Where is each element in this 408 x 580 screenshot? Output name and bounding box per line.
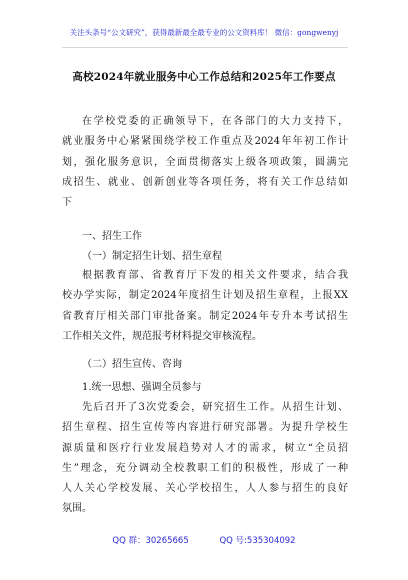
text-line: 生”理念，充分调动全校教职工们的积极性，形成了一种 bbox=[62, 462, 348, 474]
text-line: 就业服务中心紧紧围绕学校工作重点及2024年年初工作计 bbox=[62, 136, 348, 148]
header-banner: 关注头条号“公文研究”，获得最新最全最专业的公文资料库！ 微信：gongwenyj bbox=[69, 28, 339, 37]
document-title: 高校2024年就业服务中心工作总结和2025年工作要点 bbox=[72, 71, 336, 83]
text-line: 在学校党委的正确领导下，在各部门的大力支持下， bbox=[82, 116, 348, 127]
text-line: 省教育厅相关部门审批备案。制定2024年专升本考试招生 bbox=[62, 310, 348, 322]
text-line: 招生章程、招生宣传等内容进行研究部署。为提升学校生 bbox=[62, 422, 348, 434]
text-line: 校办学实际，制定2024年度招生计划及招生章程，上报XX bbox=[62, 290, 348, 302]
text-line: 源质量和医疗行业发展趋势对人才的需求，树立“全员招 bbox=[62, 442, 348, 454]
footer-qq-number: QQ 号:535304092 bbox=[219, 536, 296, 546]
paragraph bbox=[62, 266, 348, 347]
item-heading: 1.统一思想、强调全员参与 bbox=[82, 382, 202, 393]
subsection-heading: （一）制定招生计划、招生章程 bbox=[82, 251, 222, 262]
text-line: 氛围。 bbox=[62, 503, 92, 515]
intro-paragraph bbox=[62, 112, 348, 213]
section-heading: 一、招生工作 bbox=[82, 231, 142, 242]
subsection-heading: （二）招生宣传、咨询 bbox=[82, 359, 182, 370]
footer-contact bbox=[0, 534, 408, 546]
paragraph bbox=[62, 398, 348, 520]
text-line: 成招生、就业、创新创业等各项任务，将有关工作总结如 bbox=[62, 176, 348, 188]
text-line: 人人关心学校发展、关心学校招生，人人参与招生的良好 bbox=[62, 483, 348, 495]
footer-qq-group: QQ 群：30265665 bbox=[112, 536, 189, 546]
text-line: 根据教育部、省教育厅下发的相关文件要求，结合我 bbox=[82, 270, 348, 281]
text-line: 工作相关文件，规范报考材料提交审核流程。 bbox=[62, 330, 262, 342]
text-line: 划，强化服务意识，全面贯彻落实上级各项政策，圆满完 bbox=[62, 156, 348, 168]
text-line: 先后召开了3次党委会，研究招生工作。从招生计划、 bbox=[82, 402, 348, 413]
text-line: 下 bbox=[62, 197, 72, 209]
header-divider bbox=[62, 47, 348, 48]
